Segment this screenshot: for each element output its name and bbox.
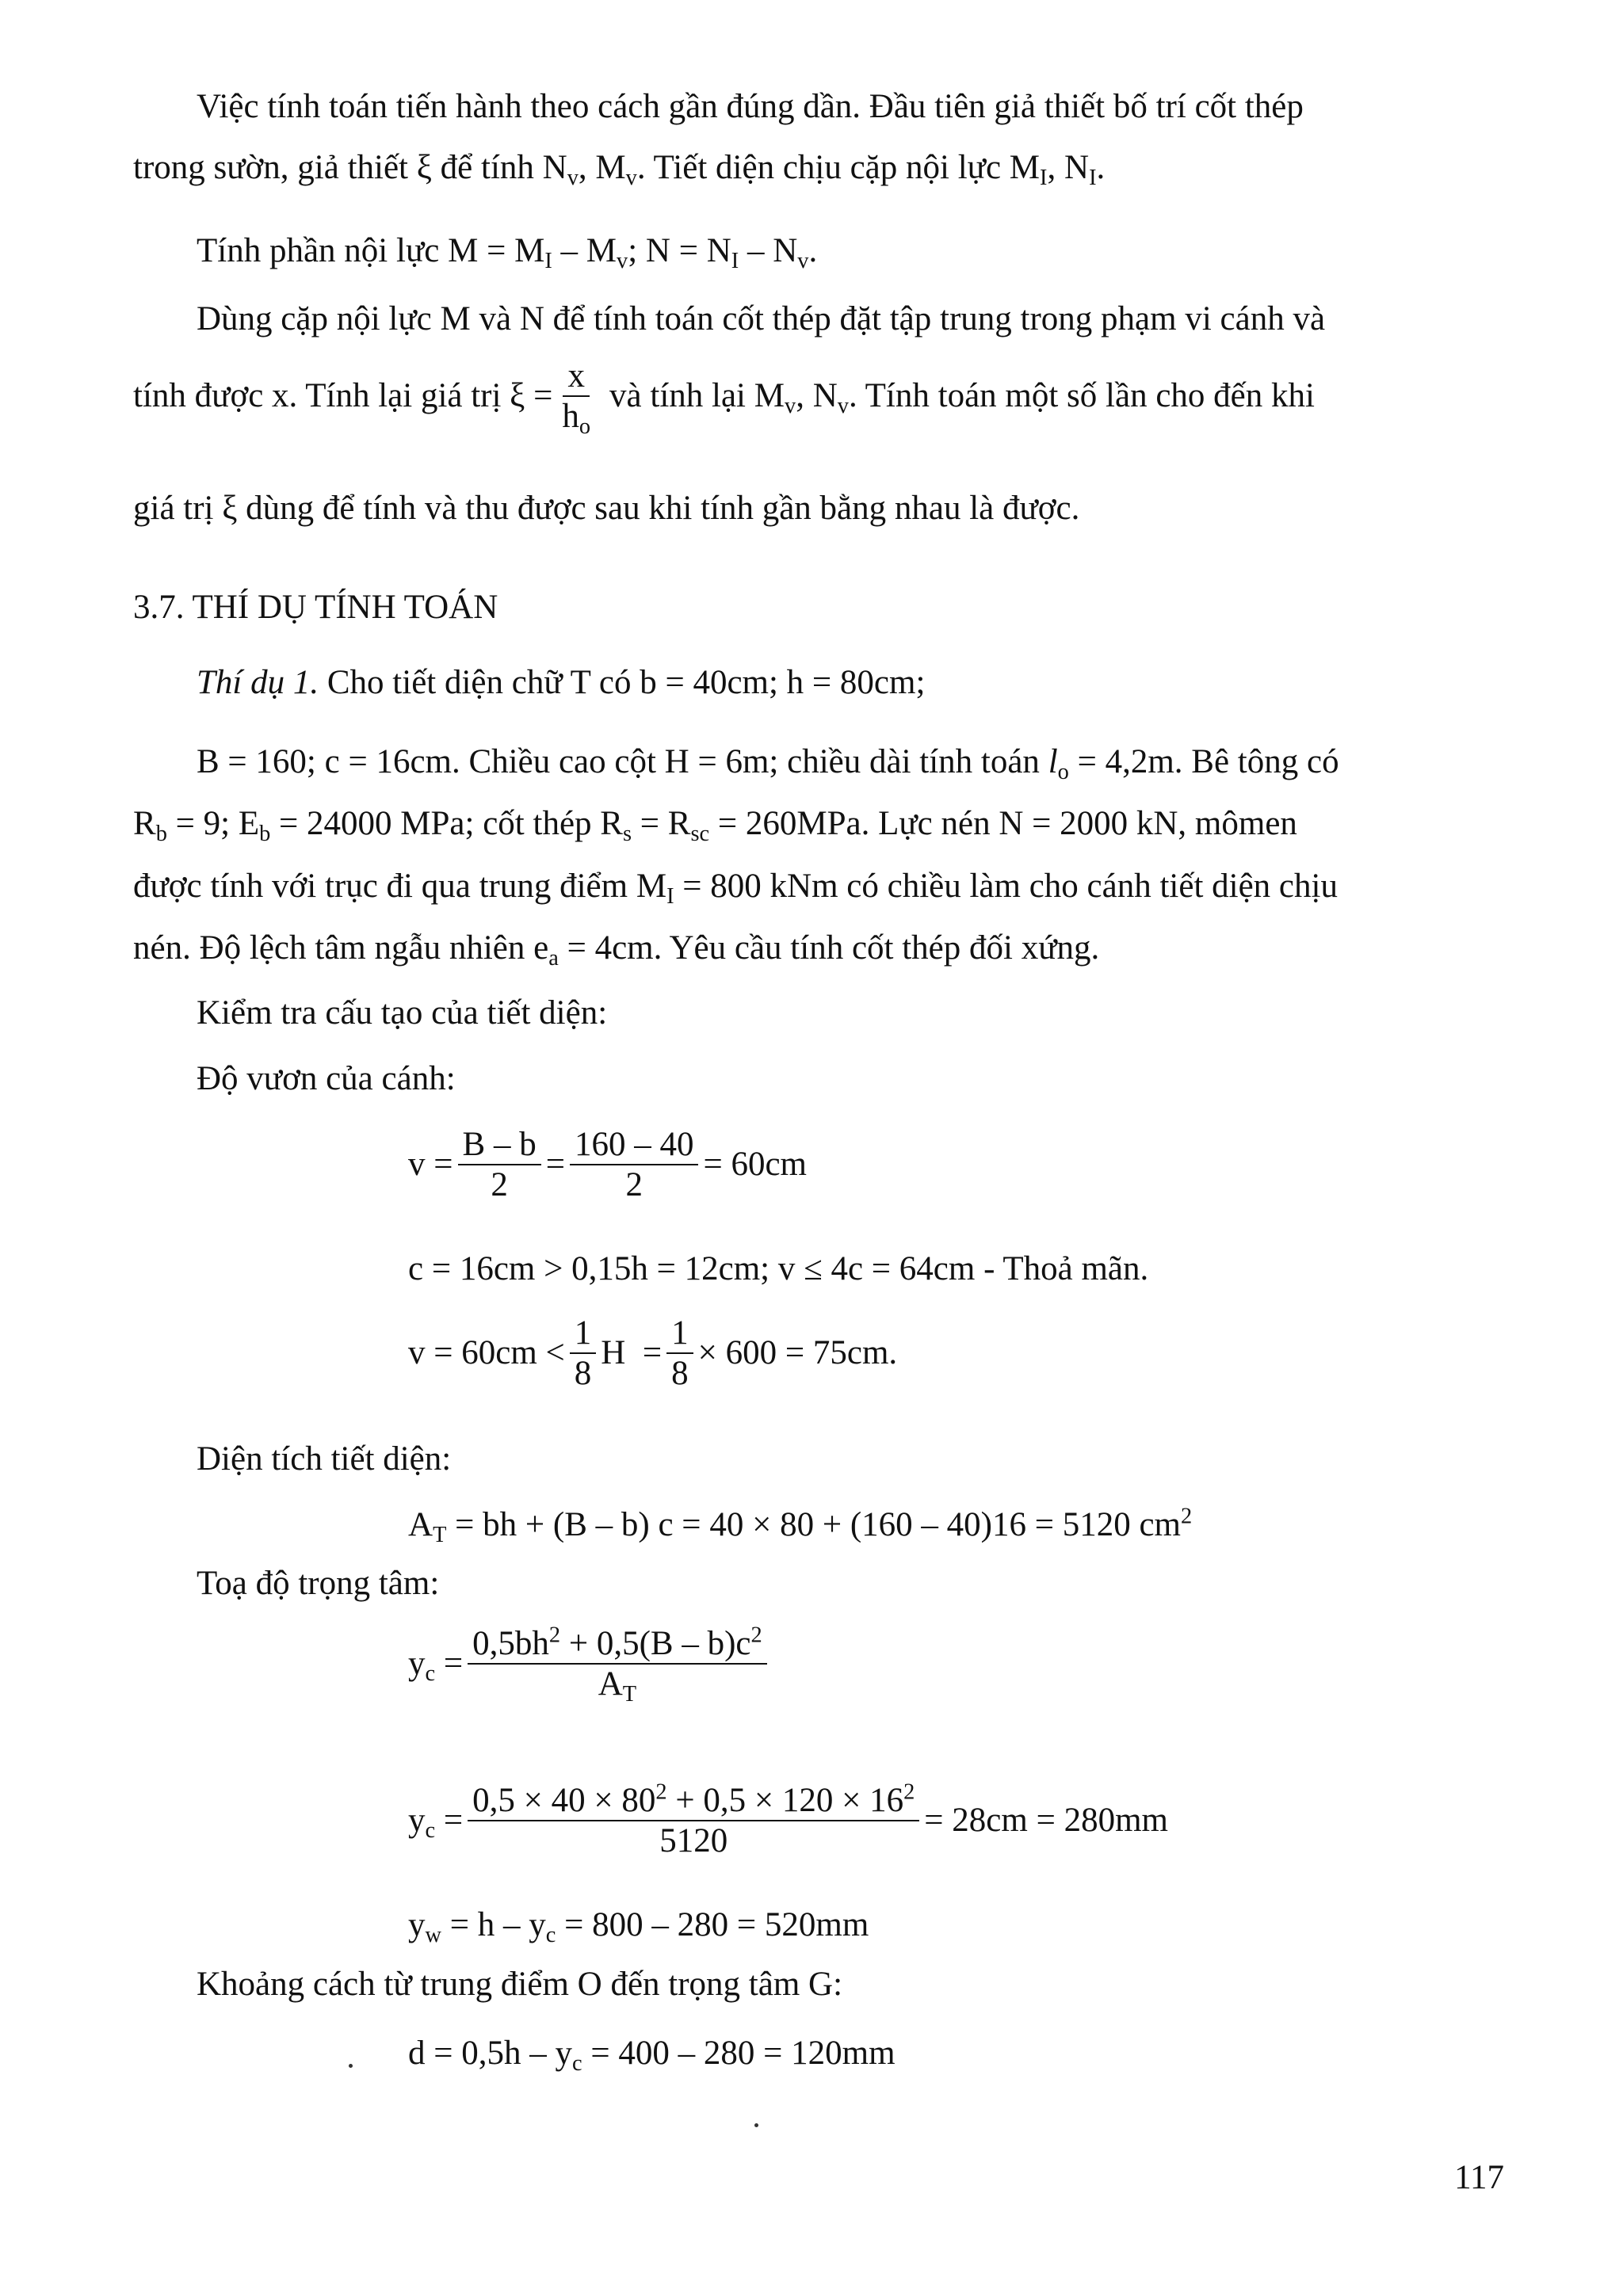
centroid-title: Toạ độ trọng tâm: <box>197 1565 440 1602</box>
equation-d: $d = 0,5h - y_c = 400 - 280 = 120mm$ <box>408 2035 896 2076</box>
equation-yc-formula: $y_c$ = $\frac{0,5bh^2 + 0,5(B - b)c^2}{A_T}$ <box>408 1626 772 1702</box>
area-title: Diện tích tiết diện: <box>197 1440 452 1478</box>
para2-line: Tính phần nội lực $M = M_I - M_v$; $N = N_I - N_v$. <box>197 232 818 273</box>
para3-line3: giá trị ξ dùng để tính và thu được sau khi tính gần bằng nhau là được. <box>133 490 1080 527</box>
equation-yc-value: $y_c$ = $\frac{0,5 \times 40 \times 80^2 + 0,5 \times 120 \times 16^2}{5120}$ = 28cm = 280mm <box>408 1779 1168 1860</box>
equation-yw: $y_w = h - y_c = 800 - 280 = 520mm$ <box>408 1906 869 1947</box>
para3-line1: Dùng cặp nội lực M và N để tính toán cốt thép đặt tập trung trong phạm vi cánh và <box>197 300 1326 338</box>
print-speck <box>754 2123 758 2127</box>
equation-area: $A_T$ = bh + (B – b) c = 40 × 80 + (160 – 40)16 = 5120 $cm^2$ <box>408 1504 1193 1547</box>
equation-v-limit: v = 60cm < $\frac{1}{8}$ H = $\frac{1}{8}$ × 600 = 75cm. <box>408 1314 898 1393</box>
example-line2: B = 160; c = 16cm. Chiều cao cột H = 6m; chiều dài tính toán $l_o = 4,2m$. Bê tông có <box>197 743 1339 784</box>
check-title: Kiểm tra cấu tạo của tiết diện: <box>197 994 608 1032</box>
equation-c-check: c = 16cm > 0,15h = 12cm; v ≤ 4c = 64cm - Thoả mãn. <box>408 1250 1149 1287</box>
example-line5: nén. Độ lệch tâm ngẫu nhiên $e_a = 4cm$. Yêu cầu tính cốt thép đối xứng. <box>133 929 1100 971</box>
page-number: 117 <box>1454 2159 1504 2196</box>
example-line1: Thí dụ 1. Cho tiết diện chữ T có b = 40cm; h = 80cm; <box>197 664 926 701</box>
equation-v: v = $\frac{B - b}{2}$ = $\frac{160 - 40}{2}$ = 60cm <box>408 1126 808 1204</box>
flange-title: Độ vươn của cánh: <box>197 1060 456 1097</box>
example-line4: được tính với trục đi qua trung điểm $M_I = 800$ kNm có chiều làm cho cánh tiết diện chịu <box>133 868 1338 909</box>
example-line3: $R_b = 9$; $E_b = 24000$ MPa; cốt thép $R_s = R_{sc} = 260MPa$. Lực nén N = 2000 kN, mômen <box>133 805 1297 846</box>
section-heading: 3.7. THÍ DỤ TÍNH TOÁN <box>133 589 498 626</box>
text: Việc tính toán tiến hành theo cách gần đúng dần. Đầu tiên giả thiết bố trí cốt thép <box>197 88 1304 125</box>
para1-line1 <box>197 86 1304 128</box>
print-speck <box>349 2064 353 2068</box>
xi-fraction: $\frac{x}{h_o}$ <box>562 357 591 440</box>
para1-line2: trong sườn, giả thiết ξ để tính $N_v$, $M_v$. Tiết diện chịu cặp nội lực $M_I$, $N_I$. <box>133 149 1106 190</box>
para3-line2: tính được x. Tính lại giá trị ξ = $\frac{x}{h_o}$ và tính lại $M_v$, $N_v$. Tính toán một số lần cho đến khi <box>133 357 1315 440</box>
distance-title: Khoảng cách từ trung điểm O đến trọng tâm G: <box>197 1966 843 2003</box>
example-label: Thí dụ 1. <box>197 664 319 701</box>
